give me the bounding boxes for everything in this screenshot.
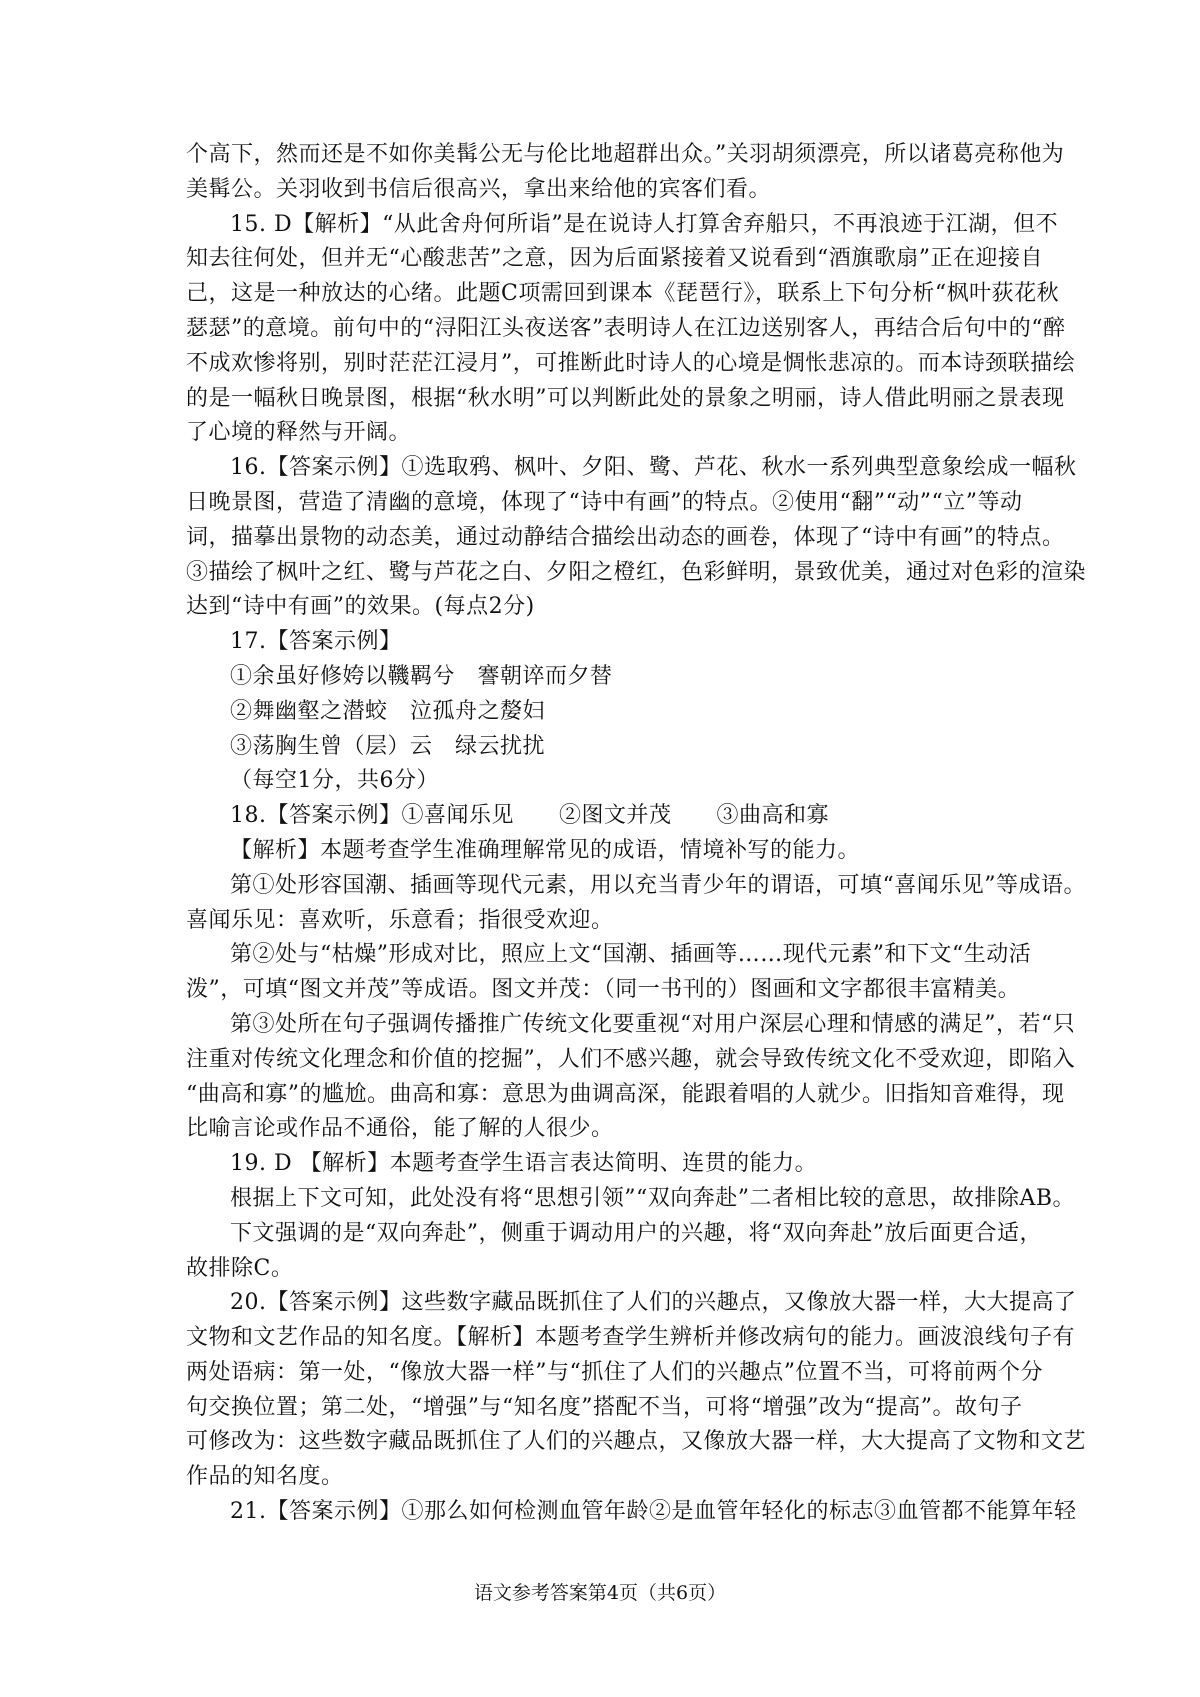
text-line: 第①处形容国潮、插画等现代元素，用以充当青少年的谓语，可填“喜闻乐见”等成语。 bbox=[230, 872, 1086, 898]
text-line: 作品的知名度。 bbox=[186, 1464, 344, 1490]
text-line: ③荡胸生曾（层）云 绿云扰扰 bbox=[230, 733, 546, 759]
text-line: 17.【答案示例】 bbox=[230, 629, 402, 655]
text-line: 可修改为：这些数字藏品既抓住了人们的兴趣点，又像放大器一样，大大提高了文物和文艺 bbox=[186, 1429, 1087, 1455]
page-footer: 语文参考答案第4页（共6页） bbox=[473, 1582, 727, 1604]
text-line: 喜闻乐见：喜欢听，乐意看；指很受欢迎。 bbox=[186, 907, 614, 933]
text-line: 的是一幅秋日晚景图，根据“秋水明”可以判断此处的景象之明丽，诗人借此明丽之景表现 bbox=[186, 385, 1065, 411]
text-line: 第③处所在句子强调传播推广传统文化要重视“对用户深层心理和情感的满足”，若“只 bbox=[230, 1011, 1076, 1037]
text-line: 21.【答案示例】①那么如何检测血管年龄②是血管年轻化的标志③血管都不能算年轻 bbox=[230, 1499, 1077, 1525]
text-line: 比喻言论或作品不通俗，能了解的人很少。 bbox=[186, 1116, 614, 1142]
text-line: 故排除C。 bbox=[186, 1255, 294, 1281]
text-line: 下文强调的是“双向奔赴”，侧重于调动用户的兴趣，将“双向奔赴”放后面更合适， bbox=[230, 1220, 1042, 1246]
text-line: 词，描摹出景物的动态美，通过动静结合描绘出动态的画卷，体现了“诗中有画”的特点。 bbox=[186, 524, 1065, 550]
text-line: 个高下，然而还是不如你美髯公无与伦比地超群出众。”关羽胡须漂亮，所以诸葛亮称他为 bbox=[186, 142, 1065, 167]
text-line: 两处语病：第一处，“像放大器一样”与“抓住了人们的兴趣点”位置不当，可将前两个分 bbox=[186, 1359, 1043, 1385]
text-line: 文物和文艺作品的知名度。【解析】本题考查学生辨析并修改病句的能力。画波浪线句子有 bbox=[186, 1325, 1076, 1351]
text-line: 第②处与“枯燥”形成对比，照应上文“国潮、插画等……现代元素”和下文“生动活 bbox=[230, 942, 1032, 968]
text-line: 美髯公。关羽收到书信后很高兴，拿出来给他的宾客们看。 bbox=[186, 176, 772, 202]
text-line: 20.【答案示例】这些数字藏品既抓住了人们的兴趣点，又像放大器一样，大大提高了 bbox=[230, 1290, 1077, 1316]
text-line: 瑟瑟”的意境。前句中的“浔阳江头夜送客”表明诗人在江边送别客人，再结合后句中的“醉 bbox=[186, 315, 1066, 341]
text-line: 18.【答案示例】①喜闻乐见 ②图文并茂 ③曲高和寡 bbox=[230, 803, 829, 829]
answer-text-body bbox=[186, 138, 1087, 1530]
text-line: 不成欢惨将别，别时茫茫江浸月”，可推断此时诗人的心境是惆怅悲凉的。而本诗颈联描绘 bbox=[186, 350, 1076, 376]
text-line: 16.【答案示例】①选取鸦、枫叶、夕阳、鹭、芦花、秋水一系列典型意象绘成一幅秋 bbox=[230, 455, 1077, 481]
text-line: 19. D 【解析】本题考查学生语言表达简明、连贯的能力。 bbox=[230, 1151, 818, 1177]
text-line: 日晚景图，营造了清幽的意境，体现了“诗中有画”的特点。②使用“翻”“动”“立”等动 bbox=[186, 489, 1023, 515]
text-line: 了心境的释然与开阔。 bbox=[186, 420, 412, 446]
text-line: 知去往何处，但并无“心酸悲苦”之意，因为后面紧接着又说看到“酒旗歌扇”正在迎接自 bbox=[186, 246, 1043, 272]
text-line: ①余虽好修姱以鞿羁兮 謇朝谇而夕替 bbox=[230, 663, 613, 689]
text-line: ③描绘了枫叶之红、鹭与芦花之白、夕阳之橙红，色彩鲜明，景致优美，通过对色彩的渲染 bbox=[186, 559, 1087, 585]
text-line: “曲高和寡”的尴尬。曲高和寡：意思为曲调高深，能跟着唱的人就少。旧指知音难得，现 bbox=[186, 1081, 1065, 1107]
text-line: ②舞幽壑之潜蛟 泣孤舟之嫠妇 bbox=[230, 698, 546, 724]
text-line: 【解析】本题考查学生准确理解常见的成语，情境补写的能力。 bbox=[230, 837, 861, 863]
text-line: 注重对传统文化理念和价值的挖掘”，人们不感兴趣，就会导致传统文化不受欢迎，即陷入 bbox=[186, 1046, 1076, 1072]
text-line: 根据上下文可知，此处没有将“思想引领”“双向奔赴”二者相比较的意思，故排除AB。 bbox=[230, 1185, 1076, 1211]
text-line: 句交换位置；第二处，“增强”与“知名度”搭配不当，可将“增强”改为“提高”。故句子 bbox=[186, 1394, 1023, 1420]
text-line: （每空1分，共6分） bbox=[230, 768, 439, 794]
text-line: 15. D【解析】“从此舍舟何所诣”是在说诗人打算舍弃船只，不再浪迹于江湖，但不 bbox=[230, 211, 1059, 237]
text-line: 泼”，可填“图文并茂”等成语。图文并茂：（同一书刊的）图画和文字都很丰富精美。 bbox=[186, 977, 1021, 1003]
text-line: 达到“诗中有画”的效果。(每点2分) bbox=[186, 594, 535, 620]
text-line: 己，这是一种放达的心绪。此题C项需回到课本《琵琶行》，联系上下句分析“枫叶荻花秋 bbox=[186, 281, 1060, 307]
